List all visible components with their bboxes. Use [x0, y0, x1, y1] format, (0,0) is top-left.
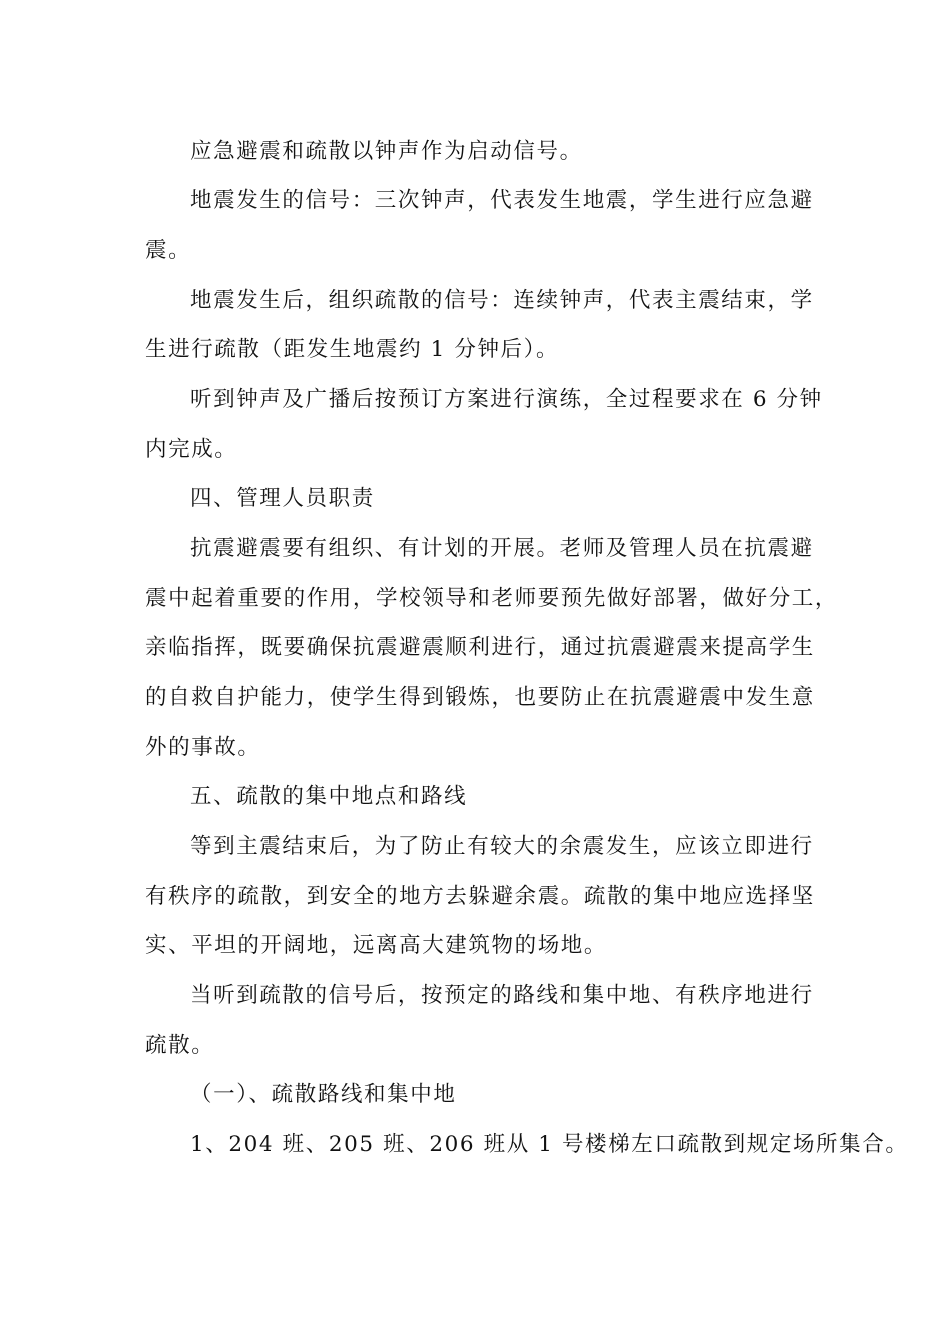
paragraph-line: 听到钟声及广播后按预订方案进行演练，全过程要求在 6 分钟	[190, 387, 823, 412]
paragraph-line: 实、平坦的开阔地，远离高大建筑物的场地。	[145, 933, 608, 958]
paragraph-line: 1、204 班、205 班、206 班从 1 号楼梯左口疏散到规定场所集合。	[190, 1132, 909, 1157]
paragraph-line: 亲临指挥，既要确保抗震避震顺利进行，通过抗震避震来提高学生	[145, 635, 815, 660]
paragraph-line: 地震发生的信号：三次钟声，代表发生地震，学生进行应急避	[190, 188, 814, 213]
paragraph-line: 外的事故。	[145, 735, 261, 760]
paragraph-line: 疏散。	[145, 1033, 215, 1058]
paragraph-line: 等到主震结束后，为了防止有较大的余震发生，应该立即进行	[190, 834, 814, 859]
paragraph-line: 应急避震和疏散以钟声作为启动信号。	[190, 139, 583, 164]
paragraph-line: 的自救自护能力，使学生得到锻炼，也要防止在抗震避震中发生意	[145, 685, 815, 710]
paragraph-line: 当听到疏散的信号后，按预定的路线和集中地、有秩序地进行	[190, 983, 814, 1008]
paragraph-line: 生进行疏散（距发生地震约 1 分钟后）。	[145, 337, 560, 362]
section-heading: 四、管理人员职责	[190, 486, 375, 511]
paragraph-line: 有秩序的疏散，到安全的地方去躲避余震。疏散的集中地应选择坚	[145, 884, 815, 909]
subsection-heading: （一）、疏散路线和集中地	[190, 1082, 457, 1107]
paragraph-line: 震。	[145, 238, 192, 263]
paragraph-line: 抗震避震要有组织、有计划的开展。老师及管理人员在抗震避	[190, 536, 814, 561]
paragraph-line: 内完成。	[145, 437, 238, 462]
paragraph-line: 地震发生后，组织疏散的信号：连续钟声，代表主震结束，学	[190, 288, 814, 313]
section-heading: 五、疏散的集中地点和路线	[190, 784, 468, 809]
paragraph-line: 震中起着重要的作用，学校领导和老师要预先做好部署，做好分工，	[145, 586, 839, 611]
